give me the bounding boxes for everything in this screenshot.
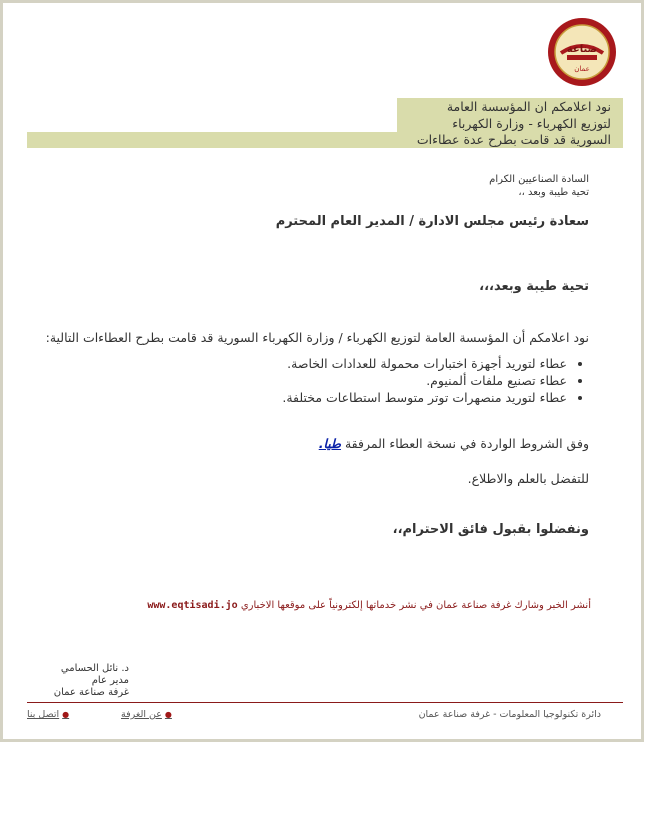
title-line-1: نود اعلامكم ان المؤسسة العامة — [446, 99, 611, 114]
title-band — [27, 98, 623, 148]
signature-title: مدير عام — [91, 675, 129, 686]
title-line-2: لتوزيع الكهرباء - وزارة الكهرباء — [452, 115, 611, 131]
promo-text: أنشر الخبر وشارك غرفة صناعة عمان في نشر خدماتها إلكترونياً على موقعها الاخباري — [240, 600, 591, 611]
footer-department: دائرة تكنولوجيا المعلومات - غرفة صناعة عمان — [418, 709, 601, 720]
promo-site-link[interactable]: www.eqtisadi.jo — [147, 600, 238, 611]
footer-about-link[interactable]: ●عن الغرفة — [121, 709, 172, 720]
bullet-icon: ● — [164, 710, 172, 719]
conditions-text: وفق الشروط الواردة في نسخة العطاء المرفقة — [344, 436, 589, 451]
tender-list — [282, 355, 589, 406]
please-note: للتفضل بالعلم والاطلاع. — [467, 471, 589, 486]
logo-subtext: عمان — [574, 65, 590, 73]
logo-text: صناعة — [566, 44, 598, 55]
signature-org: غرفة صناعة عمان — [53, 687, 129, 698]
footer-contact-link[interactable]: ●اتصل بنا — [27, 709, 70, 720]
tender-item: • عطاء تصنيع ملفات ألمنيوم. — [282, 372, 567, 389]
bullet-icon: ● — [62, 710, 70, 719]
greeting-line-2: تحية طيبة وبعد ،، — [518, 187, 589, 198]
signature-block — [29, 663, 129, 699]
addressee: سعادة رئيس مجلس الادارة / المدير العام المحترم — [275, 214, 589, 229]
salutation: تحية طيبة وبعد،،، — [479, 279, 589, 294]
title-line-3: السورية قد قامت بطرح عدة عطاءات — [416, 132, 611, 147]
attachment-link[interactable]: طيا. — [318, 436, 341, 451]
title-text — [417, 99, 611, 149]
greeting-line-1: السادة الصناعيين الكرام — [489, 174, 589, 185]
tender-item: • عطاء لتوريد أجهزة اختبارات محمولة للعدادات الخاصة. — [282, 355, 567, 372]
closing: ونفضلوا بقبول فائق الاحترام،، — [392, 522, 589, 537]
tender-item: • عطاء لتوريد منصهرات توتر متوسط استطاعات مختلفة. — [282, 389, 567, 406]
conditions-line — [319, 436, 589, 451]
chamber-logo — [547, 17, 617, 87]
greeting-block — [489, 173, 589, 199]
footer-divider — [27, 702, 623, 703]
promo-line — [147, 600, 591, 611]
intro-paragraph: نود اعلامكم أن المؤسسة العامة لتوزيع الكهرباء / وزارة الكهرباء السورية قد قامت بطرح العطاءات التالية: — [45, 330, 589, 345]
signature-name: د. نائل الحسامي — [60, 663, 129, 674]
